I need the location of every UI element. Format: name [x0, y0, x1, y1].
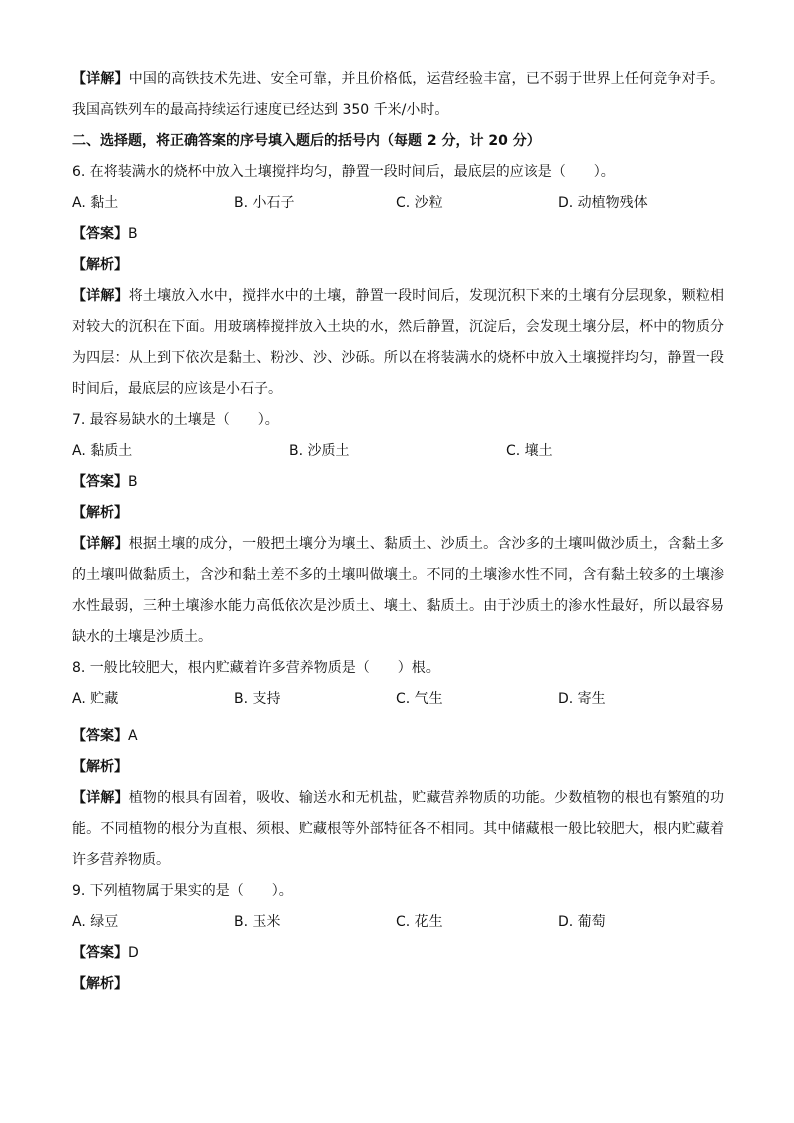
detail-tag: 【详解】	[72, 288, 129, 304]
option-d: D. 寄生	[558, 691, 606, 707]
answer-line	[72, 938, 724, 969]
option-d: D. 动植物残体	[558, 195, 648, 211]
option-a: A. 绿豆	[72, 914, 119, 930]
option-c: C. 花生	[396, 914, 443, 930]
option-b: B. 玉米	[234, 914, 281, 930]
answer-tag: 【答案】	[72, 945, 128, 961]
question-stem: 6. 在将装满水的烧杯中放入土壤搅拌均匀，静置一段时间后，最底层的应该是（ ）。	[72, 164, 615, 180]
page-content	[72, 64, 724, 1000]
answer-tag: 【答案】	[72, 474, 128, 490]
question-stem: 9. 下列植物属于果实的是（ ）。	[72, 883, 293, 899]
options-row	[72, 684, 724, 715]
option-d: D. 葡萄	[558, 914, 606, 930]
analysis-tag: 【解析】	[72, 257, 128, 273]
detail-text: 植物的根具有固着，吸收、输送水和无机盐，贮藏营养物质的功能。少数植物的根也有繁殖的功能。不同植物的根分为直根、须根、贮藏根等外部特征各不相同。其中储藏根一般比较肥大，根内贮藏着许多营养物质。	[72, 790, 725, 868]
answer-value: B	[128, 474, 138, 490]
options-row	[72, 907, 724, 938]
answer-tag: 【答案】	[72, 728, 128, 744]
option-b: B. 支持	[234, 691, 281, 707]
detail-tag: 【详解】	[72, 790, 129, 806]
section-title: 二、选择题，将正确答案的序号填入题后的括号内（每题 2 分，计 20 分）	[72, 133, 541, 149]
question-stem: 8. 一般比较肥大，根内贮藏着许多营养物质是（ ）根。	[72, 660, 440, 676]
option-c: C. 气生	[396, 691, 443, 707]
question-stem: 7. 最容易缺水的土壤是（ ）。	[72, 412, 279, 428]
detail-text: 中国的高铁技术先进、安全可靠，并且价格低，运营经验丰富，已不弱于世界上任何竞争对手。我国高铁列车的最高持续运行速度已经达到 350 千米/小时。	[72, 71, 725, 118]
analysis-tag: 【解析】	[72, 759, 128, 775]
detail-paragraph	[72, 529, 724, 653]
detail-tag: 【详解】	[72, 536, 129, 552]
option-b: B. 沙质土	[289, 443, 350, 459]
option-c: C. 沙粒	[396, 195, 443, 211]
option-a: A. 黏质土	[72, 443, 133, 459]
detail-text: 将土壤放入水中，搅拌水中的土壤，静置一段时间后，发现沉积下来的土壤有分层现象，颗粒相对较大的沉积在下面。用玻璃棒搅拌放入土块的水，然后静置，沉淀后，会发现土壤分层，杯中的物质分为四层：从上到下依次是黏土、粉沙、沙、沙砾。所以在将装满水的烧杯中放入土壤搅拌均匀，静置一段时间后，最底层的应该是小石子。	[72, 288, 725, 397]
analysis-tag: 【解析】	[72, 976, 128, 992]
options-row	[72, 436, 724, 467]
detail-text: 根据土壤的成分，一般把土壤分为壤土、黏质土、沙质土。含沙多的土壤叫做沙质土，含黏土多的土壤叫做黏质土，含沙和黏土差不多的土壤叫做壤土。不同的土壤渗水性不同，含有黏土较多的土壤渗水性最弱，三种土壤渗水能力高低依次是沙质土、壤土、黏质土。由于沙质土的渗水性最好，所以最容易缺水的土壤是沙质土。	[72, 536, 725, 645]
detail-paragraph	[72, 783, 724, 876]
answer-tag: 【答案】	[72, 226, 128, 242]
option-c: C. 壤土	[506, 443, 553, 459]
answer-line	[72, 467, 724, 498]
option-a: A. 贮藏	[72, 691, 119, 707]
answer-value: D	[128, 945, 139, 961]
detail-tag: 【详解】	[72, 71, 129, 87]
option-a: A. 黏土	[72, 195, 119, 211]
option-b: B. 小石子	[234, 195, 295, 211]
answer-value: A	[128, 728, 138, 744]
answer-line	[72, 219, 724, 250]
options-row	[72, 188, 724, 219]
detail-paragraph	[72, 64, 724, 126]
analysis-tag: 【解析】	[72, 505, 128, 521]
detail-paragraph	[72, 281, 724, 405]
answer-line	[72, 721, 724, 752]
answer-value: B	[128, 226, 138, 242]
